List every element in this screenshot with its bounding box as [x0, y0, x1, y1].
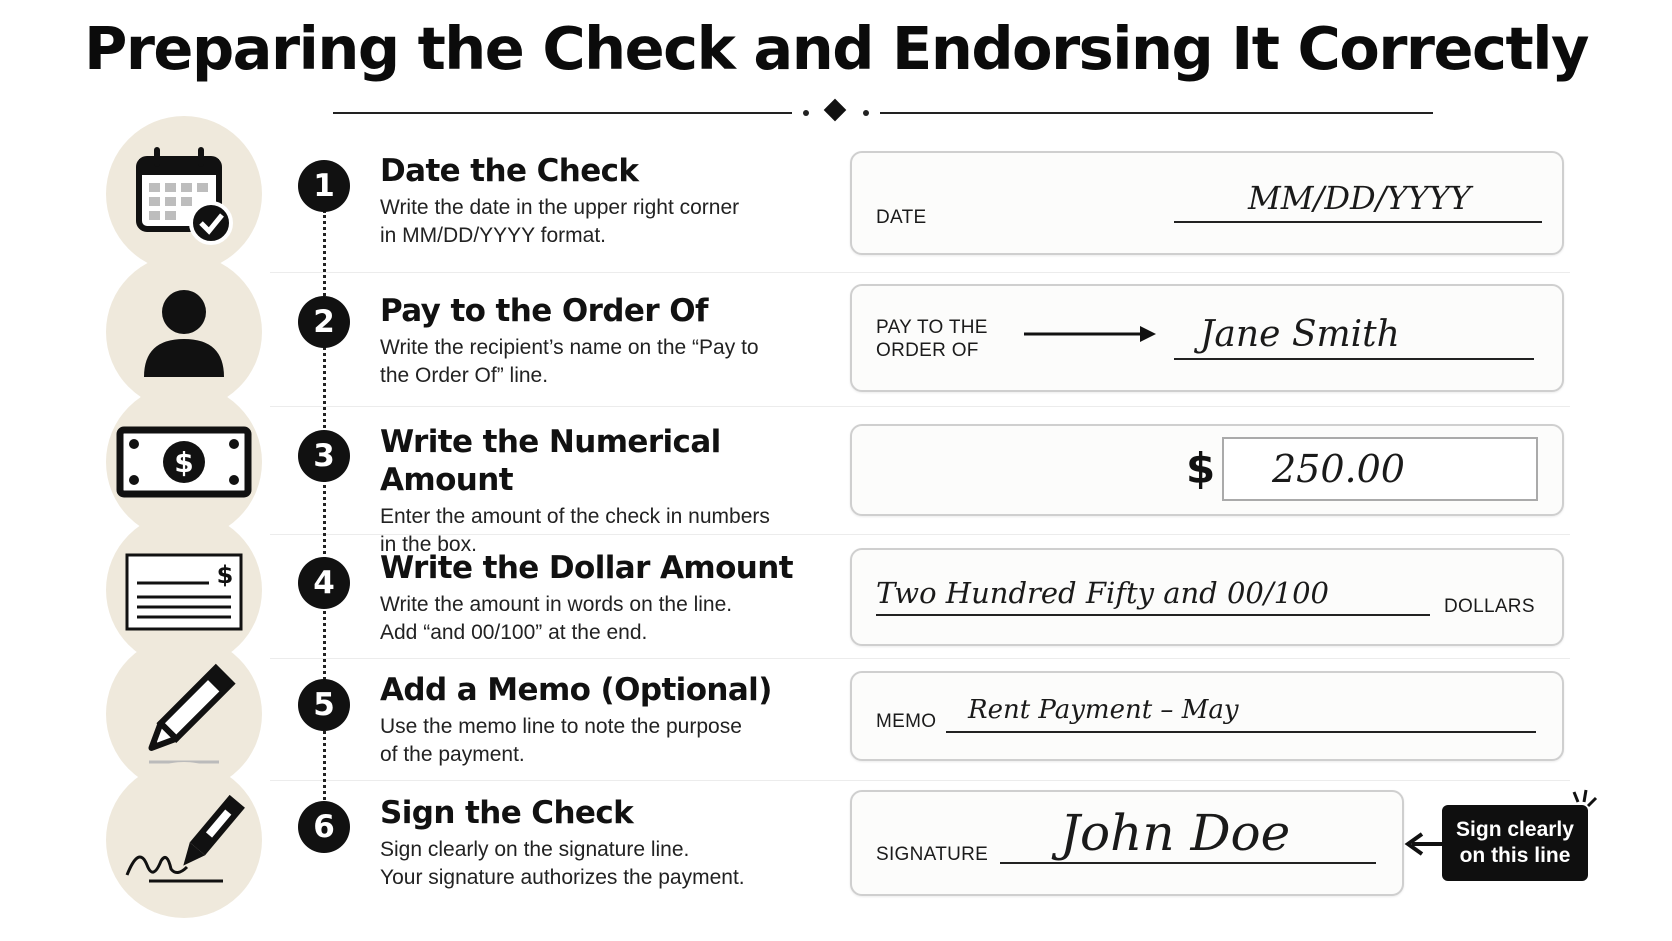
step-2 — [380, 292, 800, 390]
payee-label: PAY TO THE ORDER OF — [876, 317, 988, 361]
title-divider — [0, 98, 1672, 128]
row-separator — [270, 272, 1570, 273]
step-6 — [380, 794, 800, 892]
step-4 — [380, 549, 800, 647]
step-title: Sign the Check — [380, 795, 634, 831]
date-field-card — [850, 151, 1564, 255]
date-line — [1174, 221, 1542, 223]
step-title: Write the Dollar Amount — [380, 550, 793, 586]
step-description: Sign clearly on the signature line. Your signature authorizes the payment. — [380, 838, 745, 889]
step-description: Use the memo line to note the purpose of the payment. — [380, 715, 742, 766]
written-amount-value: Two Hundred Fifty and 00/100 — [876, 576, 1329, 610]
dollar-sign: $ — [1186, 444, 1216, 493]
step-description: Enter the amount of the check in numbers in the box. — [380, 505, 770, 556]
signature-pen-icon — [106, 762, 262, 918]
signature-field-card — [850, 790, 1404, 896]
step-number: 2 — [298, 296, 350, 348]
row-separator — [270, 406, 1570, 407]
calendar-check-icon — [106, 116, 262, 272]
date-label: DATE — [876, 207, 927, 228]
payee-value: Jane Smith — [1200, 314, 1400, 355]
amount-value: 250.00 — [1272, 447, 1405, 491]
step-3 — [380, 423, 800, 559]
step-number: 5 — [298, 679, 350, 731]
date-value: MM/DD/YYYY — [1248, 179, 1471, 217]
svg-text:$: $ — [216, 561, 234, 589]
arrow-left-icon — [1404, 830, 1444, 858]
row-separator — [270, 658, 1570, 659]
memo-label: MEMO — [876, 711, 937, 732]
row-separator — [270, 780, 1570, 781]
written-amount-card — [850, 548, 1564, 646]
step-number: 6 — [298, 801, 350, 853]
memo-value: Rent Payment – May — [968, 695, 1239, 725]
payee-field-card — [850, 284, 1564, 392]
step-description: Write the date in the upper right corner in MM/DD/YYYY format. — [380, 196, 740, 247]
step-number: 1 — [298, 160, 350, 212]
step-title: Date the Check — [380, 153, 639, 189]
step-number: 3 — [298, 430, 350, 482]
sign-callout: Sign clearly on this line — [1442, 805, 1588, 881]
step-1 — [380, 152, 800, 250]
written-amount-line — [876, 614, 1430, 616]
signature-line — [1000, 862, 1376, 864]
svg-text:$: $ — [174, 446, 194, 479]
arrow-right-icon — [1022, 324, 1158, 344]
step-description: Write the amount in words on the line. Add “and 00/100” at the end. — [380, 593, 733, 644]
step-title: Add a Memo (Optional) — [380, 672, 772, 708]
step-number: 4 — [298, 557, 350, 609]
step-title: Pay to the Order Of — [380, 293, 708, 329]
memo-field-card — [850, 671, 1564, 761]
amount-box-card — [850, 424, 1564, 516]
signature-value: John Doe — [1060, 804, 1291, 862]
payee-line — [1174, 358, 1534, 360]
signature-label: SIGNATURE — [876, 844, 989, 865]
step-5 — [380, 671, 800, 769]
step-description: Write the recipient’s name on the “Pay to the Order Of” line. — [380, 336, 759, 387]
memo-line — [946, 731, 1536, 733]
step-title: Write the Numerical Amount — [380, 424, 721, 498]
amount-box — [1222, 437, 1538, 501]
page-title: Preparing the Check and Endorsing It Correctly — [84, 14, 1588, 83]
dollars-label: DOLLARS — [1444, 596, 1535, 617]
